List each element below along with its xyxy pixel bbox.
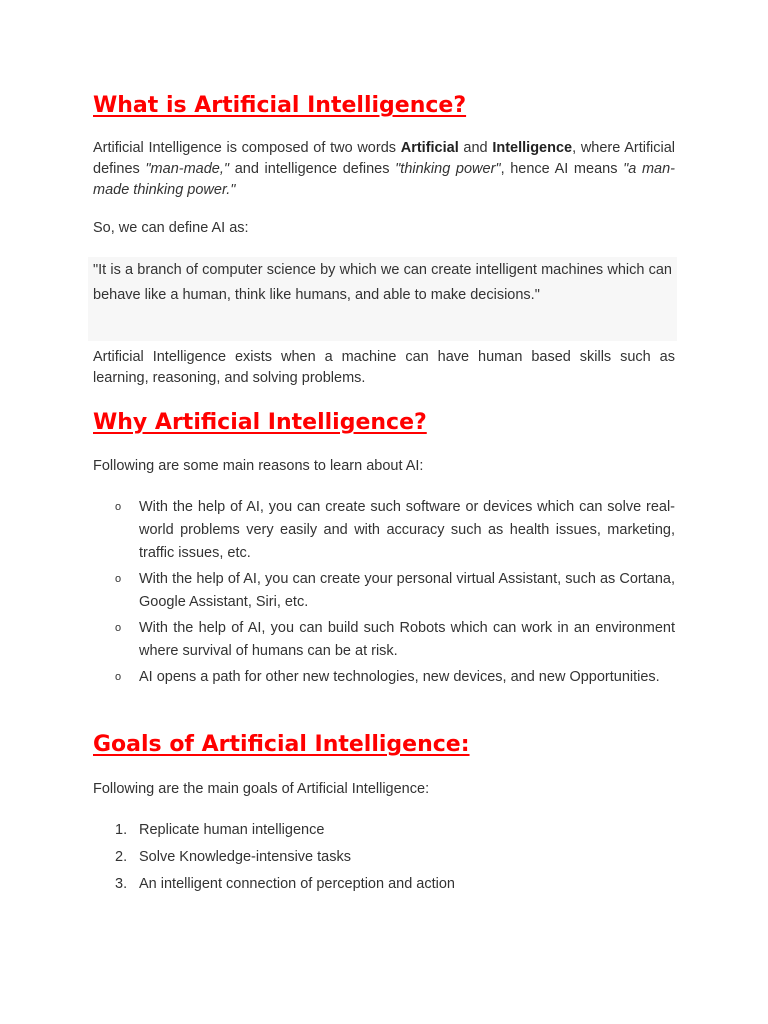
heading-what-is-ai: What is Artificial Intelligence? bbox=[93, 93, 467, 118]
intro-text-4: and intelligence defines bbox=[229, 161, 396, 177]
list-item bbox=[93, 846, 675, 869]
list-item-text: With the help of AI, you can build such Robots which can work in an environment where survival of humans can be at risk. bbox=[139, 620, 675, 659]
bullet-marker: o bbox=[115, 622, 122, 634]
goals-numbered-list bbox=[93, 819, 675, 900]
bullet-marker: o bbox=[115, 573, 122, 585]
why-lead: Following are some main reasons to learn about AI: bbox=[93, 458, 424, 474]
bullet-marker: o bbox=[115, 671, 122, 683]
intro-text-2: and bbox=[458, 140, 493, 156]
list-number: 2. bbox=[115, 849, 128, 865]
definition-quote-box bbox=[88, 257, 677, 341]
list-item bbox=[93, 666, 675, 689]
intro-text-5: , hence AI means bbox=[500, 161, 624, 177]
goals-lead: Following are the main goals of Artificial Intelligence: bbox=[93, 781, 430, 797]
list-item bbox=[93, 873, 675, 896]
intro-italic-ai-means: "a man-made thinking power." bbox=[93, 161, 676, 198]
bullet-marker: o bbox=[115, 501, 122, 513]
intro-text-3: , where Artificial defines bbox=[93, 140, 675, 177]
list-item bbox=[93, 568, 675, 614]
why-bullet-list bbox=[93, 496, 675, 692]
intro-bold-artificial: Artificial bbox=[400, 140, 459, 156]
list-number: 3. bbox=[115, 876, 128, 892]
list-item-text: Solve Knowledge-intensive tasks bbox=[139, 849, 351, 865]
list-item-text: AI opens a path for other new technologies, new devices, and new Opportunities. bbox=[139, 669, 660, 685]
intro-text-1: Artificial Intelligence is composed of two words bbox=[93, 140, 401, 156]
intro-italic-man-made: "man-made," bbox=[145, 161, 230, 177]
heading-why-ai: Why Artificial Intelligence? bbox=[93, 410, 427, 435]
list-item-text: With the help of AI, you can create such software or devices which can solve real-world problems very easily and with accuracy such as health issues, marketing, traffic issues, etc. bbox=[139, 499, 675, 561]
list-item-text: With the help of AI, you can create your personal virtual Assistant, such as Cortana, Google Assistant, Siri, etc. bbox=[139, 571, 675, 610]
list-item-text: Replicate human intelligence bbox=[139, 822, 325, 838]
intro-bold-intelligence: Intelligence bbox=[492, 140, 573, 156]
list-item bbox=[93, 819, 675, 842]
definition-quote: "It is a branch of computer science by which we can create intelligent machines which can behave like a human, think like humans, and able to make decisions." bbox=[93, 262, 672, 303]
list-item bbox=[93, 496, 675, 565]
ai-exists-paragraph: Artificial Intelligence exists when a machine can have human based skills such as learning, reasoning, and solving problems. bbox=[93, 349, 675, 386]
define-ai-lead: So, we can define AI as: bbox=[93, 220, 249, 236]
intro-italic-thinking-power: "thinking power" bbox=[395, 161, 501, 177]
list-item-text: An intelligent connection of perception and action bbox=[139, 876, 455, 892]
list-number: 1. bbox=[115, 822, 128, 838]
list-item bbox=[93, 617, 675, 663]
heading-goals-of-ai: Goals of Artificial Intelligence: bbox=[93, 732, 470, 757]
intro-paragraph bbox=[93, 138, 675, 201]
